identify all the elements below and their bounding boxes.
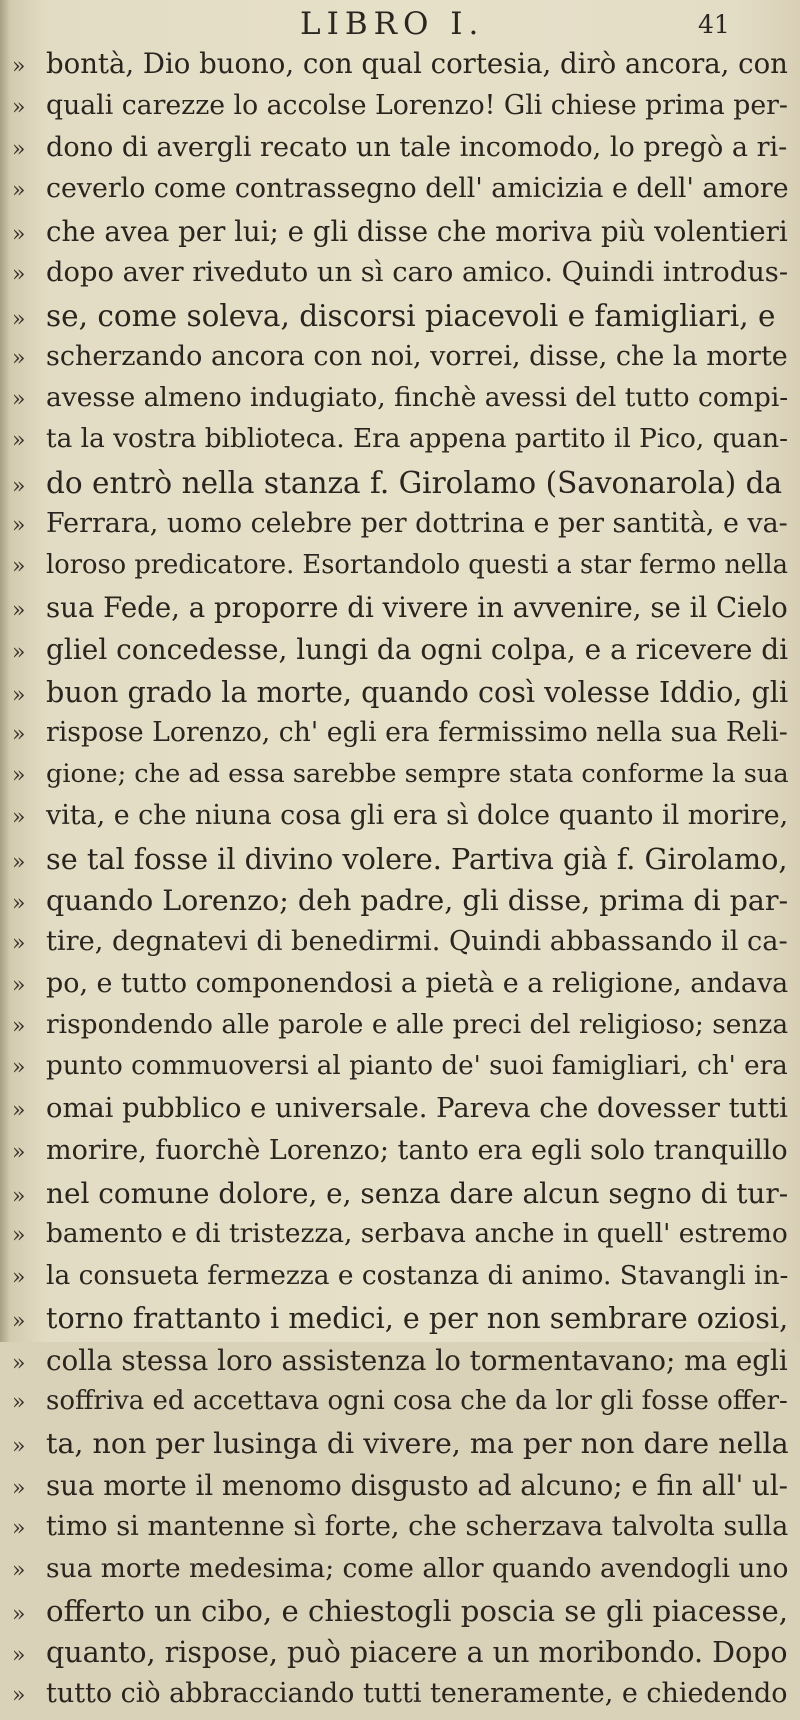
text-line <box>12 1344 792 1386</box>
quotation-mark: » <box>12 1055 26 1081</box>
line-text: Ferrara, uomo celebre per dottrina e per santità, e va- <box>46 507 788 539</box>
line-text: se, come soleva, discorsi piacevoli e famigliari, e <box>46 298 776 333</box>
line-text: nel comune dolore, e, senza dare alcun segno di tur- <box>46 1176 789 1210</box>
quotation-mark: » <box>12 1183 26 1209</box>
line-text: po, e tutto componendosi a pietà e a religione, andava <box>46 967 789 999</box>
line-text: offerto un cibo, e chiestogli poscia se gli piacesse, <box>46 1594 789 1629</box>
line-text: scherzando ancora con noi, vorrei, disse, che la morte <box>46 340 788 372</box>
quotation-mark: » <box>12 54 26 79</box>
text-line <box>12 173 792 215</box>
page-header <box>0 6 800 46</box>
text-line <box>12 926 792 968</box>
quotation-mark: » <box>12 1265 26 1291</box>
text-line <box>12 90 792 132</box>
quotation-mark: » <box>12 1350 26 1376</box>
quotation-mark: » <box>12 94 26 120</box>
text-line <box>12 48 792 90</box>
line-text: tire, degnatevi di benedirmi. Quindi abbassando il ca- <box>46 925 788 957</box>
text-line <box>12 633 792 675</box>
text-line <box>12 132 792 174</box>
text-line <box>12 1009 792 1051</box>
quotation-mark: » <box>12 682 26 708</box>
line-text: quanto, rispose, può piacere a un moribondo. Dopo <box>46 1636 788 1670</box>
text-line <box>12 675 792 717</box>
line-text: se tal fosse il divino volere. Partiva già f. Girolamo, <box>46 842 788 877</box>
quotation-mark: » <box>12 1389 26 1415</box>
text-line <box>12 1553 792 1595</box>
quotation-mark: » <box>12 387 26 413</box>
quotation-mark: » <box>12 598 26 624</box>
text-line <box>12 717 792 759</box>
quotation-mark: » <box>12 1014 26 1040</box>
text-line <box>12 1636 792 1678</box>
line-text: ceverlo come contrassegno dell' amicizia e dell' amore <box>46 173 789 205</box>
text-line <box>12 1302 792 1344</box>
quotation-mark: » <box>12 1223 26 1249</box>
text-line <box>12 341 792 383</box>
line-text: sua morte medesima; come allor quando avendogli uno <box>46 1552 789 1584</box>
line-text: do entrò nella stanza f. Girolamo (Savonarola) da <box>46 465 783 500</box>
quotation-mark: » <box>12 850 26 876</box>
line-text: soffriva ed accettava ogni cosa che da lor gli fosse offer- <box>46 1385 788 1416</box>
quotation-mark: » <box>12 1683 26 1709</box>
page-gutter-shadow <box>0 0 10 1342</box>
text-line <box>12 466 792 508</box>
text-line <box>12 382 792 424</box>
quotation-mark: » <box>12 1515 26 1541</box>
text-line <box>12 800 792 842</box>
quotation-mark: » <box>12 345 26 371</box>
line-text: torno frattanto i medici, e per non sembrare oziosi, <box>46 1301 789 1335</box>
text-line <box>12 884 792 926</box>
text-line <box>12 424 792 466</box>
quotation-mark: » <box>12 930 26 956</box>
text-line <box>12 591 792 633</box>
line-text: sua morte il menomo disgusto ad alcuno; e fin all' ul- <box>46 1469 788 1503</box>
body-text <box>12 48 792 1720</box>
text-line <box>12 1594 792 1636</box>
line-text: quando Lorenzo; deh padre, gli disse, prima di par- <box>46 883 789 917</box>
line-text: rispondendo alle parole e alle preci del religioso; senza <box>46 1009 789 1041</box>
line-text: dopo aver riveduto un sì caro amico. Quindi introdus- <box>46 256 789 288</box>
line-text: ta, non per lusinga di vivere, ma per non dare nella <box>46 1427 789 1461</box>
text-line <box>12 1260 792 1302</box>
quotation-mark: » <box>12 890 26 916</box>
quotation-mark: » <box>12 1476 26 1502</box>
text-line <box>12 759 792 801</box>
text-line <box>12 1093 792 1135</box>
line-text: gione; che ad essa sarebbe sempre stata conforme la sua <box>46 758 789 789</box>
text-line <box>12 1386 792 1428</box>
quotation-mark: » <box>12 721 26 747</box>
line-text: ta la vostra biblioteca. Era appena partito il Pico, quan- <box>46 424 789 455</box>
quotation-mark: » <box>12 762 26 788</box>
line-text: la consueta fermezza e costanza di animo. Stavangli in- <box>46 1260 789 1292</box>
line-text: bontà, Dio buono, con qual cortesia, dirò ancora, con <box>46 48 788 80</box>
quotation-mark: » <box>12 805 26 831</box>
text-line <box>12 1051 792 1093</box>
text-line <box>12 1427 792 1469</box>
quotation-mark: » <box>12 1434 26 1460</box>
quotation-mark: » <box>12 640 26 666</box>
text-line <box>12 842 792 884</box>
text-line <box>12 1135 792 1177</box>
quotation-mark: » <box>12 1139 26 1165</box>
line-text: che avea per lui; e gli disse che moriva più volentieri <box>46 215 788 249</box>
line-text: timo si mantenne sì forte, che scherzava talvolta sulla <box>46 1510 789 1542</box>
line-text: rispose Lorenzo, ch' egli era fermissimo nella sua Reli- <box>46 716 788 748</box>
quotation-mark: » <box>12 261 26 287</box>
line-text: tutto ciò abbracciando tutti teneramente, e chiedendo <box>46 1678 788 1710</box>
line-text: punto commuoversi al pianto de' suoi famigliari, ch' era <box>46 1051 788 1082</box>
line-text: vita, e che niuna cosa gli era sì dolce quanto il morire, <box>46 800 789 832</box>
quotation-mark: » <box>12 306 26 332</box>
text-line <box>12 215 792 257</box>
text-line <box>12 968 792 1010</box>
quotation-mark: » <box>12 1643 26 1669</box>
quotation-mark: » <box>12 1557 26 1583</box>
quotation-mark: » <box>12 1308 26 1334</box>
text-line <box>12 1177 792 1219</box>
line-text: morire, fuorchè Lorenzo; tanto era egli solo tranquillo <box>46 1134 788 1166</box>
text-line <box>12 1678 792 1720</box>
line-text: loroso predicatore. Esortandolo questi a star fermo nella <box>46 549 788 580</box>
quotation-mark: » <box>12 473 26 499</box>
quotation-mark: » <box>12 972 26 998</box>
text-line <box>12 550 792 592</box>
line-text: buon grado la morte, quando così volesse Iddio, gli <box>46 674 789 709</box>
quotation-mark: » <box>12 136 26 162</box>
line-text: bamento e di tristezza, serbava anche in quell' estremo <box>46 1218 788 1250</box>
running-title: LIBRO I. <box>300 6 485 42</box>
text-line <box>12 508 792 550</box>
text-line <box>12 1469 792 1511</box>
line-text: colla stessa loro assistenza lo tormentavano; ma egli <box>46 1343 788 1377</box>
quotation-mark: » <box>12 512 26 538</box>
line-text: avesse almeno indugiato, finchè avessi del tutto compi- <box>46 382 789 414</box>
quotation-mark: » <box>12 428 26 454</box>
quotation-mark: » <box>12 553 26 579</box>
text-line <box>12 257 792 299</box>
quotation-mark: » <box>12 178 26 204</box>
quotation-mark: » <box>12 1602 26 1628</box>
line-text: quali carezze lo accolse Lorenzo! Gli chiese prima per- <box>46 89 788 121</box>
line-text: sua Fede, a proporre di vivere in avvenire, se il Cielo <box>46 591 788 625</box>
text-line <box>12 1218 792 1260</box>
line-text: gliel concedesse, lungi da ogni colpa, e a ricevere di <box>46 633 789 667</box>
quotation-mark: » <box>12 222 26 248</box>
page-number: 41 <box>698 10 730 39</box>
line-text: omai pubblico e universale. Pareva che dovesser tutti <box>46 1092 788 1124</box>
text-line <box>12 299 792 341</box>
line-text: dono di avergli recato un tale incomodo, lo pregò a ri- <box>46 131 788 163</box>
quotation-mark: » <box>12 1097 26 1123</box>
text-line <box>12 1511 792 1553</box>
